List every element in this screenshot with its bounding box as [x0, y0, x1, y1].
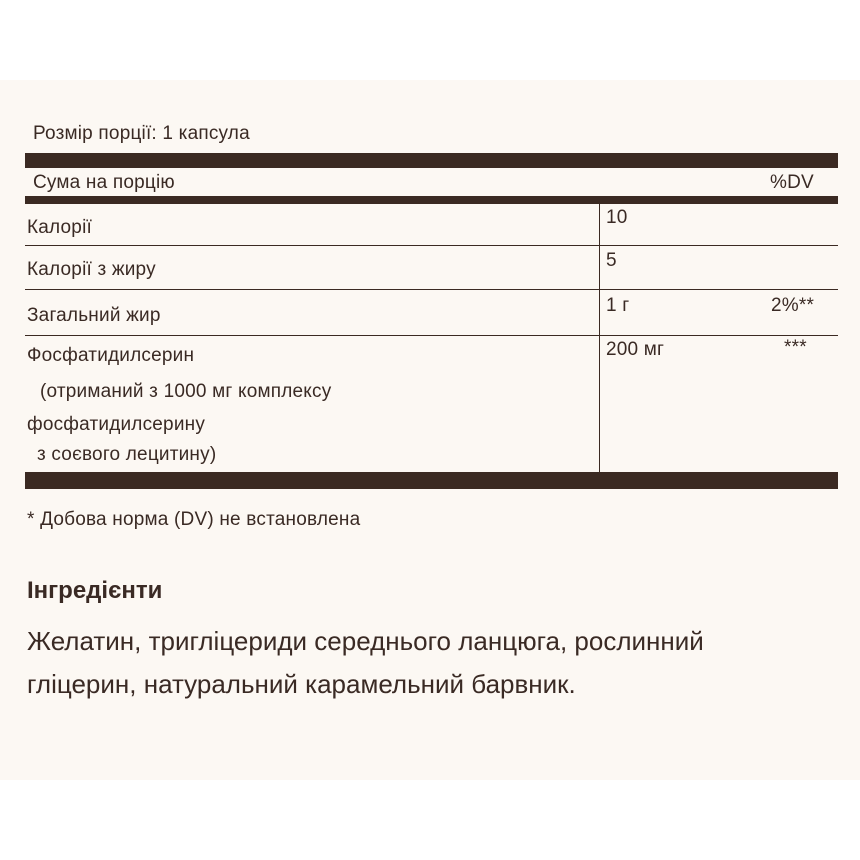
- row-divider: [25, 335, 838, 336]
- row-fat-calories-amount: 5: [606, 250, 617, 271]
- header-amount-per-serving: Сума на порцію: [33, 172, 175, 193]
- header-divider: [25, 196, 838, 204]
- bottom-divider: [25, 472, 838, 489]
- footnote: * Добова норма (DV) не встановлена: [27, 509, 361, 530]
- row-calories-amount: 10: [606, 207, 628, 228]
- row-total-fat-name: Загальний жир: [27, 305, 161, 326]
- row-fat-calories-name: Калорії з жиру: [27, 259, 156, 280]
- row-calories-name: Калорії: [27, 217, 92, 238]
- header-dv: %DV: [770, 172, 814, 193]
- row-ps-dv: ***: [784, 337, 807, 358]
- row-ps-name: Фосфатидилсерин: [27, 345, 195, 366]
- top-divider: [25, 153, 838, 168]
- row-ps-subline: (отриманий з 1000 мг комплексу: [40, 381, 332, 402]
- serving-size: Розмір порції: 1 капсула: [33, 123, 250, 144]
- row-total-fat-dv: 2%**: [771, 295, 815, 316]
- ingredients-heading: Інгредієнти: [27, 577, 163, 604]
- row-total-fat-amount: 1 г: [606, 295, 630, 316]
- row-divider: [25, 289, 838, 290]
- row-ps-amount: 200 мг: [606, 339, 665, 360]
- row-divider: [25, 245, 838, 246]
- row-ps-subline: фосфатидилсерину: [27, 414, 206, 435]
- row-ps-subline: з соєвого лецитину): [37, 444, 217, 465]
- ingredients-text: Желатин, тригліцериди середнього ланцюга, рослинний гліцерин, натуральний карамельний барвник.: [27, 626, 704, 699]
